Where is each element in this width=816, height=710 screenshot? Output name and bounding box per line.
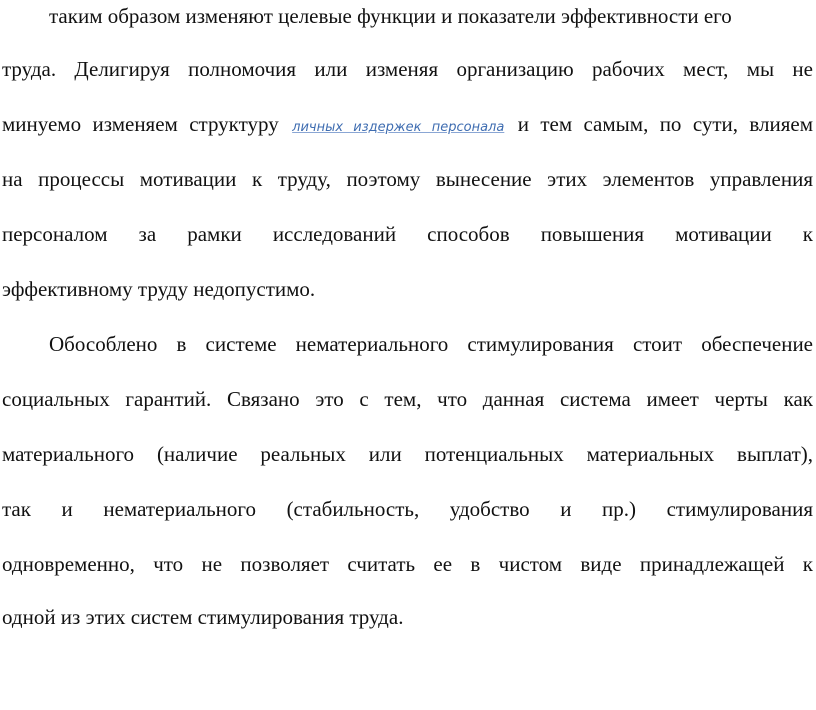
paragraph-1-line-4: на процессы мотивации к труду, поэтому вынесение этих элементов управления (2, 167, 813, 191)
paragraph-2-line-1: Обособлено в системе нематериального стимулирования стоит обеспечение (49, 332, 813, 356)
paragraph-1-line-2: труда. Делигируя полномочия или изменяя организацию рабочих мест, мы не (2, 57, 813, 81)
paragraph-2-line-6: одной из этих систем стимулирования труда. (2, 605, 404, 629)
paragraph-1-line-6: эффективному труду недопустимо. (2, 277, 316, 301)
paragraph-2-line-3: материального (наличие реальных или потенциальных материальных выплат), (2, 442, 813, 466)
personnel-costs-link[interactable]: личных издержек персонала (292, 120, 505, 135)
paragraph-1-line-3 (2, 97, 813, 151)
paragraph-2-line-2: социальных гарантий. Связано это с тем, что данная система имеет черты как (2, 387, 813, 411)
paragraph-1-line-1 (49, 0, 813, 43)
paragraph-1-line-3-end: и тем самым, по сути, влияем (517, 112, 814, 136)
paragraph-1-line-3-start: минуемо изменяем структуру (2, 112, 279, 136)
paragraph-2-line-5: одновременно, что не позволяет считать ее в чистом виде принадлежащей к (2, 552, 813, 576)
paragraph-1-line-5: персоналом за рамки исследований способов повышения мотивации к (2, 222, 813, 246)
paragraph-1-line-1-text: таким образом изменяют целевые функции и показатели эффективности его (49, 4, 732, 28)
paragraph-2-line-4: так и нематериального (стабильность, удобство и пр.) стимулирования (2, 497, 813, 521)
